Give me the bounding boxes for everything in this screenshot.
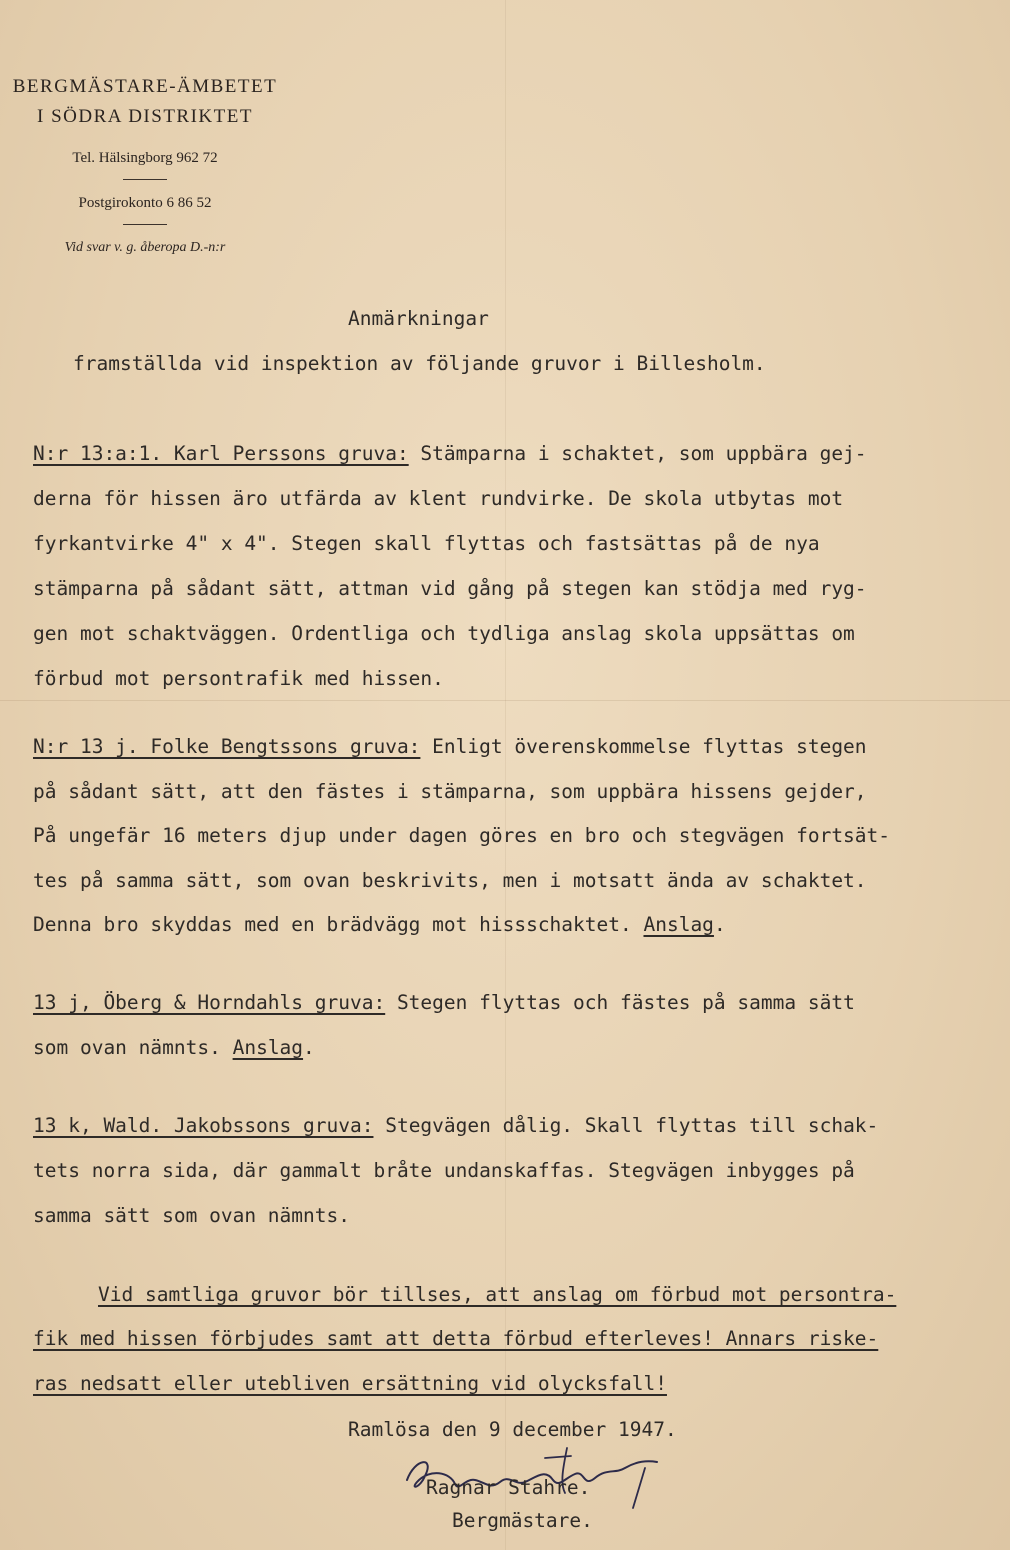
document-subtitle: framställda vid inspektion av följande gruvor i Billesholm. [73, 352, 766, 375]
district-name: I SÖDRA DISTRIKTET [37, 106, 253, 127]
section-line: som ovan nämnts. Anslag. [33, 1036, 315, 1059]
section-line: tets norra sida, där gammalt bråte undanskaffas. Stegvägen inbygges på [33, 1159, 855, 1182]
letterhead [0, 70, 290, 258]
anslag-note: Anslag [232, 1036, 304, 1059]
signer-name: Ragnar Stahre. [426, 1476, 591, 1499]
section-line: tes på samma sätt, som ovan beskrivits, men i motsatt ända av schaktet. [33, 869, 867, 892]
section-line: N:r 13 j. Folke Bengtssons gruva: Enligt överenskommelse flyttas stegen [33, 735, 867, 758]
warning-line: Vid samtliga gruvor bör tillses, att anslag om förbud mot persontra- [98, 1283, 897, 1306]
office-name: BERGMÄSTARE-ÄMBETET [12, 76, 278, 97]
section-heading: 13 k, Wald. Jakobssons gruva: [33, 1114, 374, 1137]
paper-fold-line-vertical [505, 0, 506, 1550]
section-line: samma sätt som ovan nämnts. [33, 1204, 350, 1227]
document-title: Anmärkningar [348, 307, 489, 330]
section-line: derna för hissen äro utfärda av klent rundvirke. De skola utbytas mot [33, 487, 844, 510]
section-line: 13 k, Wald. Jakobssons gruva: Stegvägen dålig. Skall flyttas till schak- [33, 1114, 879, 1137]
section-line: På ungefär 16 meters djup under dagen göres en bro och stegvägen fortsät- [33, 824, 891, 847]
section-line: gen mot schaktväggen. Ordentliga och tydliga anslag skola uppsättas om [33, 622, 855, 645]
anslag-note: Anslag [643, 913, 714, 936]
section-line: 13 j, Öberg & Horndahls gruva: Stegen flyttas och fästes på samma sätt [33, 991, 855, 1014]
reference-note: Vid svar v. g. åberopa D.-n:r [64, 240, 226, 255]
section-heading: 13 j, Öberg & Horndahls gruva: [33, 991, 386, 1014]
divider [123, 224, 167, 225]
divider [123, 179, 167, 180]
phone-number: Tel. Hälsingborg 962 72 [72, 150, 218, 166]
signer-title: Bergmästare. [452, 1509, 593, 1532]
section-line: Denna bro skyddas med en brädvägg mot hissschaktet. Anslag. [33, 913, 726, 936]
section-line: på sådant sätt, att den fästes i stämparna, som uppbära hissens gejder, [33, 780, 867, 803]
section-line: fyrkantvirke 4" x 4". Stegen skall flyttas och fastsättas på de nya [33, 532, 820, 555]
section-line: N:r 13:a:1. Karl Perssons gruva: Stämparna i schaktet, som uppbära gej- [33, 442, 867, 465]
section-line: stämparna på sådant sätt, attman vid gång på stegen kan stödja med ryg- [33, 577, 867, 600]
section-heading: N:r 13 j. Folke Bengtssons gruva: [33, 735, 421, 758]
warning-line: fik med hissen förbjudes samt att detta förbud efterleves! Annars riske- [33, 1327, 879, 1350]
section-line: förbud mot persontrafik med hissen. [33, 667, 444, 690]
postgiro-account: Postgirokonto 6 86 52 [78, 195, 212, 211]
section-heading: N:r 13:a:1. Karl Perssons gruva: [33, 442, 409, 465]
warning-line: ras nedsatt eller utebliven ersättning vid olycksfall! [33, 1372, 667, 1395]
place-date: Ramlösa den 9 december 1947. [348, 1418, 677, 1441]
